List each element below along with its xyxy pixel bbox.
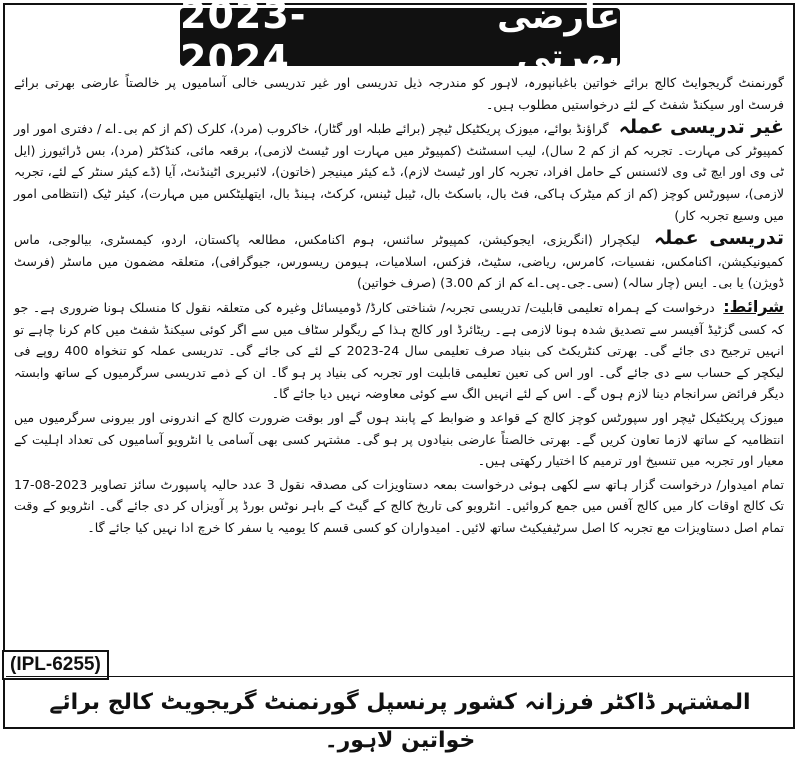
intro-paragraph: گورنمنٹ گریجوایٹ کالج برائے خواتین باغبانپورہ، لاہور کو مندرجہ ذیل تدریسی اور غیر تدریسی خالی آسامیوں پر خالصتاً عارضی بھرتی برائے فرسٹ اور سیکنڈ شفٹ کے لئے درخواستیں مطلوب ہیں۔ [14,75,784,112]
footer-divider [6,676,794,677]
conditions-paragraph-2: میوزک پریکٹیکل ٹیچر اور سپورٹس کوچز کالج کے قواعد و ضوابط کے پابند ہوں گے اور بوقت ضرورت کالج کے اندرونی اور بیرونی سرگرمیوں میں انتظامیہ کے ساتھ لازما تعاون کریں گے۔ بھرتی خالصتاً عارضی بنیادوں پر ہو گی۔ مشتہر کسی بھی آسامی یا انٹرویو آسامیوں کی تعداد اہلیت کے معیار اور تجربہ میں تنسیخ اور ترمیم کا اختیار رکھتی ہیں۔ [14,409,784,469]
advertisement-body [14,72,784,646]
condition-text-1: درخواست کے ہمراہ تعلیمی قابلیت/ تدریسی تجربہ/ شناختی کارڈ/ ڈومیسائل وغیرہ کی متعلقہ نقول کا منسلک ہونا ضروری ہے۔ جو کہ کسی گزٹیڈ آفیسر سے تصدیق شدہ ہونا لازمی ہے۔ ریٹائرڈ اور کالج ہذا کے ریگولر سٹاف میں سے اگر کوئی سیکنڈ شفٹ میں کام کرنا چاہے تو انہیں ترجیح دی جائے گی۔ بھرتی کنٹریکٹ کی بنیاد صرف تعلیمی سال 24-2023 کے لئے کی جائے گی۔ تدریسی عملہ کو تنخواہ 400 روپے فی لیکچر کے حساب سے دی جائے گی۔ اور اس کی تعین تعلیمی قابلیت اور تجربہ کی بنیاد پر ہو گا۔ ان کے ذمے تدریسی سرگرمیوں کے ساتھ وابستہ دیگر فرائض سرانجام دینا لازم ہوں گے۔ اس کے لئے انہیں الگ سے کوئی معاوضہ نہیں دیا جائے گا۔ [14,299,784,402]
headline-title: عارضی بھرتی [497,0,620,77]
advertiser-footer: المشتہر ڈاکٹر فرزانہ کشور پرنسپل گورنمنٹ گریجویٹ کالج برائے خواتین لاہور۔ [49,690,751,753]
headline-years: 2023-2024 [180,0,307,81]
non-teaching-heading: غیر تدریسی عملہ [618,116,784,139]
conditions-paragraph-3: تمام امیدوار/ درخواست گزار ہاتھ سے لکھی ہوئی درخواست بمعہ دستاویزات کی مصدقہ نقول 3 عدد حالیہ پاسپورٹ سائز تصاویر 2023-08-17 تک کالج اوقات کار میں کالج آفس میں جمع کروائیں۔ انٹرویو کی تاریخ کالج کے گیٹ کے باہر نوٹس بورڈ پر آویزاں کر دی جائے گی۔ انٹرویو کے وقت تمام اصل دستاویزات مع تجربہ کا اصل سرٹیفیکیٹ ساتھ لائیں۔ امیدواران کو کسی قسم کا یومیہ یا سفر کا خرچ ادا نہیں کیا جائے گا۔ [14,476,784,535]
teaching-body: لیکچرار (انگریزی، ایجوکیشن، کمپیوٹر سائنس، ہوم اکنامکس، مطالعہ پاکستان، اردو، کیمسٹری، بیالوجی، ماس کمیونیکیشن، اکنامکس، نفسیات، کامرس، ریاضی، سٹیٹ، فزکس، اسلامیات، ہیومن ریسورس، جیوگرافی)، متعلقہ مضمون میں ماسٹر (فرسٹ ڈویژن) یا بی۔ ایس (چار سالہ) (سی۔جی۔پی۔اے کم از کم 3.00) (صرف خواتین) [14,232,784,291]
non-teaching-section [14,117,784,226]
teaching-section [14,228,784,294]
non-teaching-body: گراؤنڈ بوائے، میوزک پریکٹیکل ٹیچر (برائے طبلہ اور گٹار)، خاکروب (مرد)، کلرک (کم از کم بی۔اے / دفتری امور اور کمپیوٹر کی مہارت۔ تجربہ کم از کم 2 سال)، لیب اسسٹنٹ (کمپیوٹر میں مہارت اور ٹیسٹ لازمی)، برقعہ مائی، کنڈکٹر (مرد)، بس ڈرائیورز (ایل ٹی وی اور ایچ ٹی وی لائسنس کے حامل افراد، تجربہ کار اور ٹیسٹ لازم)، ڈے کیئر مینیجر (خاتون)، لائبریری اٹینڈنٹ، آیا (ڈے کیئر سنٹر کے لئے، تجربہ لازمی)، سپورٹس کوچز (کم از کم میٹرک ہاکی، فٹ بال، باسکٹ بال، ٹیبل ٹینس، کرکٹ، ہینڈ بال، ایتھلیٹکس میں مہارت)، کیئر ٹیک (انتظامی امور میں وسیع تجربہ کار) [14,121,784,223]
conditions-paragraph-1 [14,296,784,405]
reference-code: (IPL-6255) [2,650,109,680]
teaching-heading: تدریسی عملہ [654,227,784,250]
headline-banner [180,0,620,81]
conditions-heading: شرائط: [723,296,784,316]
